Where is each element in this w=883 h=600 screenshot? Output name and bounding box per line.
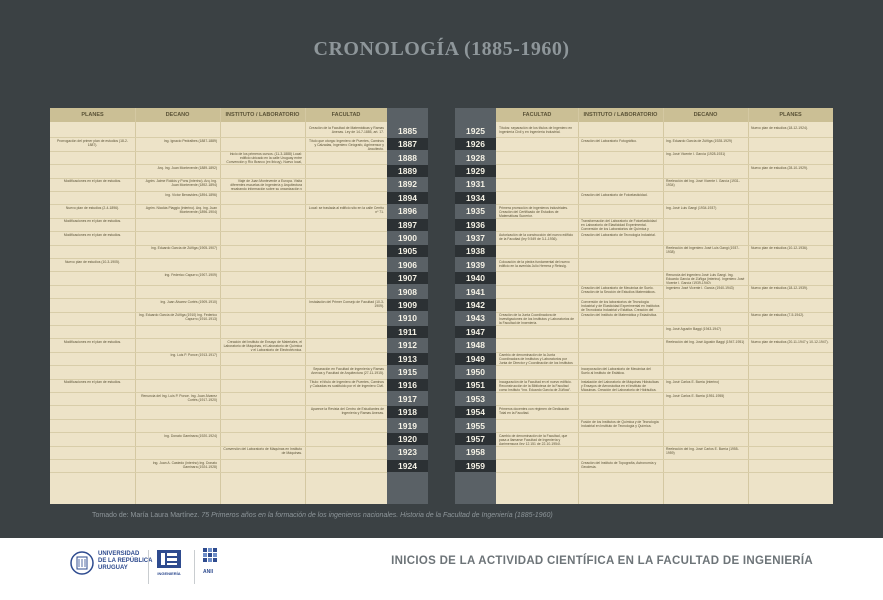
ingenieria-logo-label: INGENIERÍA — [157, 571, 181, 576]
timeline-entry-planes: Modificaciones en el plan de estudios. — [63, 179, 122, 184]
row-divider — [50, 352, 387, 353]
year-label: 1911 — [387, 326, 428, 338]
timeline-entry-facultad: Primeros docentes con régimen de Dedicación Total en la Facultad. — [499, 406, 570, 415]
udelar-logo-text: UNIVERSIDAD DE LA REPÚBLICA URUGUAY — [98, 551, 153, 571]
timeline-entry-facultad: Títulos: separación de los títulos de Ingeniero en Ingeniería Civil y en Ingeniería Industrial. — [499, 125, 573, 134]
year-label: 1931 — [466, 179, 485, 190]
timeline-entry-planes: Nuevo plan de estudios (18-12-1924). — [751, 125, 808, 130]
row-divider — [50, 325, 387, 326]
timeline-entry-decano: Ing. Federico Capurro (1907-1909) — [164, 272, 217, 277]
timeline-entry-decano: Ing. Eduardo García de Zúñiga (1928-1929) — [666, 138, 732, 143]
year-label: 1896 — [398, 206, 417, 217]
year-label: 1900 — [398, 232, 417, 243]
timeline-entry-instituto: Creación del Instituto de Matemática y Estadística. — [581, 313, 658, 318]
timeline-entry-decano: Agrim. Jaime Roldós y Pons (interino). Arq. Ing. Juan Monteverde (1892-1894) — [145, 179, 217, 188]
year-label: 1926 — [455, 138, 496, 150]
footer-divider — [148, 550, 149, 584]
timeline-entry-decano: Ing. Eduardo García de Zúñiga (1910) Ing. Federico Capurro (1910-1913) — [138, 313, 217, 322]
timeline-entry-instituto: Viaje de Juan Monteverde a Europa. Visita diferentes escuelas de Ingeniería y Arquitectura recabando información sobre su organización y — [230, 179, 302, 191]
column-header: FACULTAD — [496, 108, 578, 122]
timeline-entry-facultad: Instalación del Primer Consejo de Facultad (10-3-1909). — [309, 299, 384, 308]
timeline-entry-planes: Nuevo plan de estudios (7-5-1942). — [751, 313, 805, 318]
row-divider — [50, 151, 387, 152]
page-title: CRONOLOGÍA (1885-1960) — [313, 38, 570, 60]
timeline-entry-instituto: Creación del Instituto de Topografía, Astronomía y Geodesia. — [581, 460, 657, 469]
year-label: 1919 — [398, 420, 417, 431]
year-label: 1925 — [466, 125, 485, 136]
timeline-entry-decano: Ing. José Carlos E. Barría (1951-1955) — [666, 393, 725, 398]
year-label: 1934 — [455, 192, 496, 204]
year-label: 1935 — [466, 206, 485, 217]
row-divider — [496, 137, 833, 138]
column-header: PLANES — [50, 108, 135, 122]
ingenieria-logo-icon — [155, 548, 183, 578]
year-label: 1918 — [387, 406, 428, 418]
year-label: 1892 — [398, 179, 417, 190]
timeline-entry-decano: Ing. Ignacio Pedralbes (1887-1889) — [163, 138, 217, 143]
year-label: 1923 — [398, 447, 417, 458]
timeline-entry-instituto: Creación del Laboratorio de Fotoelasticidad. — [581, 192, 648, 197]
row-divider — [50, 312, 387, 313]
timeline-entry-facultad: Aparece la Revista del Centro de Estudiantes de Ingeniería y Ramas Anexas. — [310, 406, 384, 415]
timeline-entry-facultad: Título que otorga: Ingeniero de Puentes, Caminos y Calzadas, Ingeniero Geógrafo, Agrimensor y Arquitecto. — [308, 138, 384, 151]
year-label: 1939 — [466, 259, 485, 270]
row-divider — [50, 191, 387, 192]
timeline-entry-facultad: Local: se traslada al edificio sito en la calle Cerrito nº 71. — [308, 205, 384, 214]
year-label: 1915 — [398, 366, 417, 377]
year-label: 1949 — [455, 353, 496, 365]
timeline-entry-decano: Renuncia del ingeniero José Luis Gangi. Ing. Eduardo García de Zúñiga (interino). Ingeniero José Vicente I. García (1939-1940) — [666, 272, 745, 285]
timeline-entry-facultad: Autorización de la construcción del nuevo edificio de la Facultad (ley 9.549 de 3-1-1936). — [499, 232, 574, 241]
year-label: 1908 — [398, 286, 417, 297]
row-divider — [496, 459, 833, 460]
row-divider — [50, 472, 387, 473]
timeline-entry-planes: Modificaciones en el plan de estudios. — [63, 339, 122, 344]
timeline-entry-decano: Ing. José Luis Gangi (1934-1937) — [666, 205, 717, 210]
row-divider — [496, 298, 833, 299]
timeline-entry-planes: Nuevo plan de estudios (10-3-1905). — [64, 259, 121, 264]
year-label: 1909 — [387, 299, 428, 311]
column-separator — [305, 108, 306, 504]
timeline-entry-instituto: Transformación del Laboratorio de Fotoelasticidad en Laboratorio de Elasticidad Experimental. Conversión de los Laboratorios de Química y — [581, 219, 657, 231]
timeline-entry-facultad: Separación en Facultad de Ingeniería y Ramas Anexas y Facultad de Arquitectura (27-11-1915). — [311, 366, 384, 375]
year-label: 1913 — [387, 353, 428, 365]
year-label: 1888 — [398, 152, 417, 163]
year-label: 1942 — [455, 299, 496, 311]
timeline-entry-decano: Ing. José Carlos E. Barría (interino) — [666, 380, 720, 385]
footer-title: INICIOS DE LA ACTIVIDAD CIENTÍFICA EN LA FACULTAD DE INGENIERÍA — [391, 555, 813, 567]
timeline-entry-instituto: Conversión del Laboratorio de Máquinas en Instituto de Máquinas. — [223, 447, 302, 456]
column-separator — [663, 108, 664, 504]
year-label: 1929 — [455, 165, 496, 177]
timeline-entry-instituto: Instalación del Laboratorio de Máquinas Hidráulicas y Ensayos de Aeronáutica en el Instituto de Máquinas. Creación del Laboratorio de Hidráulica. — [581, 380, 659, 392]
source-citation — [92, 512, 553, 519]
timeline-entry-planes: Nuevo plan de estudios (18-12-1939). — [751, 286, 808, 291]
column-header: INSTITUTO / LABORATORIO — [220, 108, 305, 122]
row-divider — [50, 419, 387, 420]
timeline-entry-planes: Nuevo plan de estudios (28-10-1929). — [751, 165, 808, 170]
year-label: 1951 — [455, 379, 496, 391]
year-label: 1943 — [466, 313, 485, 324]
year-label: 1950 — [466, 366, 485, 377]
timeline-entry-planes: Nuevo plan de estudios (10-12-1936). — [751, 246, 808, 251]
timeline-entry-decano: Ing. Víctor Benavides (1894-1896) — [165, 192, 217, 197]
udelar-logo-icon — [70, 550, 94, 576]
year-label: 1947 — [455, 326, 496, 338]
timeline-entry-facultad: Cambio de denominación de la Facultad, que pasa a llamarse Facultad de Ingeniería y Agrimensura (ley 12.151 de 22-10-1954). — [499, 433, 568, 446]
year-label: 1958 — [466, 447, 485, 458]
year-label: 1905 — [387, 245, 428, 257]
year-label: 1954 — [455, 406, 496, 418]
year-label: 1948 — [466, 340, 485, 351]
timeline-entry-planes: Modificaciones en el plan de estudios. — [63, 219, 122, 224]
timeline-entry-decano: Ing. José Agustín Baggi (1943-1947) — [666, 326, 722, 331]
year-label: 1928 — [466, 152, 485, 163]
column-separator — [220, 108, 221, 504]
row-divider — [50, 446, 387, 447]
timeline-entry-planes: Modificaciones en el plan de estudios. — [63, 380, 122, 385]
row-divider — [496, 325, 833, 326]
row-divider — [50, 392, 387, 393]
row-divider — [496, 392, 833, 393]
year-label: 1916 — [387, 379, 428, 391]
left-timeline-panel — [50, 108, 428, 504]
year-label: 1906 — [398, 259, 417, 270]
year-label: 1940 — [455, 272, 496, 284]
timeline-entry-decano: Agrim. Nicolás Piaggio (interino). Arq. Ing. Juan Monteverde (1896-1904) — [145, 205, 217, 214]
row-divider — [50, 432, 387, 433]
year-label: 1957 — [455, 433, 496, 445]
row-divider — [496, 271, 833, 272]
anii-logo-icon — [202, 546, 218, 568]
timeline-entry-facultad: Inauguración de la Facultad en el nuevo edificio. Reconstrucción de la Biblioteca de la Facultad como Instituto “Ing. Eduardo García de Zúñiga”. — [499, 380, 572, 392]
footer-divider — [194, 550, 195, 584]
timeline-entry-decano: Ingeniero José Vicente I. García (1940-1943) — [666, 286, 734, 291]
row-divider — [496, 446, 833, 447]
timeline-entry-facultad: Creación de la Facultad de Matemáticas y Ramas Anexas. Ley de 14-7-1885, art. 17. — [308, 125, 384, 134]
column-separator — [135, 108, 136, 504]
timeline-entry-decano: Reelección del Ing. José Vicente I. García (1931-1934) — [666, 179, 740, 188]
timeline-entry-facultad: Primera promoción de ingenieros industriales. Creación del Certificado de Estudios de Matemáticas Superior. — [499, 205, 568, 218]
footer — [0, 538, 883, 600]
timeline-entry-instituto: Creación del Laboratorio Fotográfico. — [581, 138, 637, 143]
year-label: 1937 — [466, 232, 485, 243]
row-divider — [496, 365, 833, 366]
year-label: 1920 — [387, 433, 428, 445]
row-divider — [50, 285, 387, 286]
timeline-entry-facultad: Creación de la Junta Coordinadora de Investigaciones de los Institutos y Laboratorios de la Facultad de Ingeniería. — [499, 313, 575, 325]
row-divider — [496, 151, 833, 152]
row-divider — [496, 218, 833, 219]
year-label: 1907 — [387, 272, 428, 284]
timeline-entry-instituto: Inicio de los primeros cursos. (11-3-1888) Local: edificio ubicado en la calle Uruguay entre Convención y Río Branco (ex Ibicuy). Nuevo local, — [226, 152, 302, 164]
timeline-entry-facultad: Cambio de denominación de la Junta Coordinadora de Institutos y Laboratorios por Junta de Director y Coordinación de los Institutos — [499, 353, 573, 365]
timeline-entry-decano: Ing. José Vicente I. García (1928-1931) — [666, 152, 726, 157]
row-divider — [496, 419, 833, 420]
timeline-entry-decano: Ing. Eduardo García de Zúñiga (1905-1907) — [151, 246, 217, 251]
timeline-entry-decano: Reelección del Ing. José Carlos E. Barría (1955-1959) — [666, 447, 739, 456]
year-label: 1887 — [387, 138, 428, 150]
timeline-entry-instituto: Creación del Laboratorio de Mecánica de Suelo. Creación de la Sección de Estudios Matemáticos. — [581, 286, 656, 295]
column-header: FACULTAD — [305, 108, 387, 122]
column-header: PLANES — [748, 108, 833, 122]
year-label: 1938 — [455, 245, 496, 257]
row-divider — [496, 472, 833, 473]
year-label: 1953 — [466, 393, 485, 404]
timeline-entry-decano: Ing. Juan A. Castedo (interino) Ing. Donato Gaminara (1924-1928) — [152, 460, 217, 469]
column-header: DECANO — [135, 108, 220, 122]
year-label: 1917 — [398, 393, 417, 404]
year-label: 1936 — [455, 219, 496, 231]
timeline-entry-decano: Ing. Donato Gaminara (1920-1924) — [164, 433, 217, 438]
timeline-entry-planes: Nuevo plan de estudios (2-4-1896). — [65, 205, 120, 210]
column-header: INSTITUTO / LABORATORIO — [578, 108, 663, 122]
timeline-entry-decano: Arq. Ing. Juan Monteverde (1889-1892) — [157, 165, 217, 170]
timeline-entry-instituto: Creación del Laboratorio de Tecnología Industrial. — [581, 232, 656, 237]
right-timeline-panel — [455, 108, 833, 504]
source-prefix: Tomado de: María Laura Martínez. — [92, 512, 200, 519]
year-label: 1910 — [398, 313, 417, 324]
timeline-entry-instituto: Creación del Instituto de Ensayo de Materiales, el Laboratorio de Máquinas, el Laboratorio de Química y el Laboratorio de Electrotécnica. — [223, 339, 302, 352]
year-label: 1941 — [466, 286, 485, 297]
timeline-entry-instituto: Fusión de los Institutos de Química y de Tecnología Industrial en Instituto de Tecnología y Química. — [581, 420, 659, 429]
column-separator — [748, 108, 749, 504]
year-label: 1955 — [466, 420, 485, 431]
year-label: 1897 — [387, 219, 428, 231]
year-label: 1924 — [387, 460, 428, 472]
timeline-entry-planes: Nuevo plan de estudios (20-11-1947 y 10-12-1947). — [751, 339, 829, 344]
year-label: 1889 — [387, 165, 428, 177]
timeline-entry-planes: Modificaciones en el plan de estudios. — [63, 232, 122, 237]
column-separator — [578, 108, 579, 504]
source-title: 75 Primeros años en la formación de los ingenieros nacionales. Historia de la Facultad de Ingeniería (1885-1960) — [201, 512, 553, 519]
row-divider — [50, 459, 387, 460]
anii-logo-label: ANII — [203, 569, 213, 575]
row-divider — [50, 271, 387, 272]
year-label: 1959 — [455, 460, 496, 472]
timeline-entry-decano: Ing. Juan Álvarez Cortés (1909-1910) — [160, 299, 217, 304]
timeline-entry-decano: Reelección del Ingeniero José Luis Gangi (1937-1938) — [666, 246, 740, 255]
timeline-entry-decano: Renuncia del Ing. Luis P. Ponce. Ing. Juan Álvarez Cortés (1917-1920) — [141, 393, 217, 402]
timeline-entry-decano: Ing. Luis P. Ponce (1913-1917) — [170, 353, 217, 358]
row-divider — [496, 191, 833, 192]
year-label: 1912 — [398, 340, 417, 351]
timeline-entry-facultad: Título: el título de Ingeniero de Puentes, Caminos y Calzadas es sustituido por el de Ingeniero Civil. — [309, 380, 384, 389]
column-header: DECANO — [663, 108, 748, 122]
timeline-entry-planes: Prorrogación del primer plan de estudios (18-2-1887). — [56, 138, 129, 147]
timeline-entry-facultad: Colocación de la piedra fundamental del nuevo edificio en la avenida Julio Herrera y Reissig. — [499, 259, 570, 268]
year-label: 1894 — [387, 192, 428, 204]
year-label: 1885 — [398, 125, 417, 136]
timeline-entry-instituto: Incorporación del Laboratorio de Mecánica del Suelo al Instituto de Estática. — [581, 366, 651, 375]
timeline-entry-instituto: Conversión de los laboratorios de Tecnología Industrial y de Elasticidad Experimental en Institutos de Tecnología Industrial y Estática. Creación del — [581, 299, 660, 312]
row-divider — [496, 178, 833, 179]
row-divider — [50, 245, 387, 246]
timeline-entry-decano: Reelección del Ing. José Agustín Baggi (1947-1951) — [666, 339, 745, 344]
row-divider — [50, 164, 387, 165]
